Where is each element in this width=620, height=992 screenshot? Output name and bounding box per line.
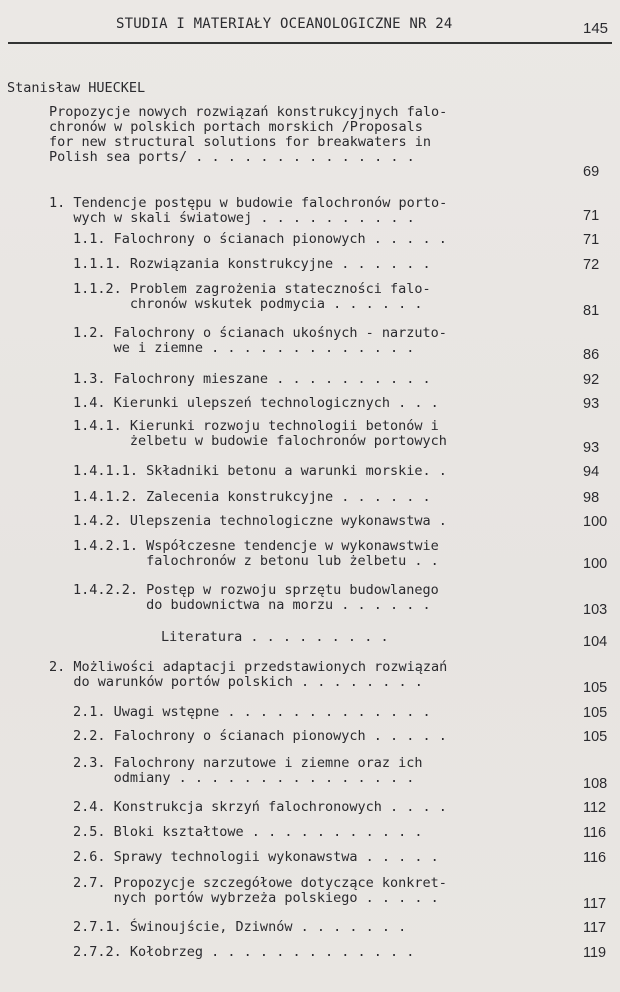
toc-page-number: 86 bbox=[583, 347, 600, 363]
toc-page-number: 104 bbox=[583, 634, 608, 650]
toc-page-number: 105 bbox=[583, 705, 608, 721]
toc-page-number: 81 bbox=[583, 303, 600, 319]
toc-entry: 2.7.1. Świnoujście, Dziwnów . . . . . . . bbox=[73, 919, 407, 935]
toc-entry: 1.4.1.1. Składniki betonu a warunki morskie. . bbox=[73, 463, 447, 479]
toc-page-number: 93 bbox=[583, 440, 600, 456]
toc-entry: 1.4.2.1. Współczesne tendencje w wykonawstwie falochronów z betonu lub żelbetu . . bbox=[73, 538, 439, 569]
toc-entry: 1.4. Kierunki ulepszeń technologicznych . . . bbox=[73, 395, 439, 411]
toc-page-number: 117 bbox=[583, 896, 607, 912]
toc-entry: 2.4. Konstrukcja skrzyń falochronowych . . . . bbox=[73, 799, 447, 815]
running-header bbox=[0, 10, 620, 44]
toc-page-number: 92 bbox=[583, 372, 600, 388]
toc-page-number: 119 bbox=[583, 945, 607, 961]
toc-page-number: 100 bbox=[583, 514, 608, 530]
toc-page-number: 100 bbox=[583, 556, 608, 572]
toc-page-number: 94 bbox=[583, 464, 600, 480]
toc-entry: 1.2. Falochrony o ścianach ukośnych - narzuto- we i ziemne . . . . . . . . . . . . . bbox=[73, 325, 447, 356]
toc-page-number: 98 bbox=[583, 490, 600, 506]
toc-entry: 2.7. Propozycje szczegółowe dotyczące konkret- nych portów wybrzeża polskiego . . . . . bbox=[73, 875, 447, 906]
toc-entry: 2.5. Bloki kształtowe . . . . . . . . . . . bbox=[73, 824, 423, 840]
toc-entry: 2.3. Falochrony narzutowe i ziemne oraz ich odmiany . . . . . . . . . . . . . . . bbox=[73, 755, 423, 786]
toc-entry: 1.4.1.2. Zalecenia konstrukcyjne . . . . . . bbox=[73, 489, 431, 505]
toc-page-number: 72 bbox=[583, 257, 600, 273]
toc-entry: 2.6. Sprawy technologii wykonawstwa . . . . . bbox=[73, 849, 439, 865]
toc-entry: 1.1.2. Problem zagrożenia stateczności falo- chronów wskutek podmycia . . . . . . bbox=[73, 281, 431, 312]
toc-page-number: 71 bbox=[583, 232, 600, 248]
toc-entry-title: Propozycje nowych rozwiązań konstrukcyjnych falo- chronów w polskich portach morskich /Proposals for new structural solutions for breakwaters in Polish sea ports/ . . . . . . . . . . . . . . bbox=[49, 104, 448, 165]
toc-entry: 1.1. Falochrony o ścianach pionowych . . . . . bbox=[73, 231, 447, 247]
toc-page-number: 93 bbox=[583, 396, 600, 412]
toc-page-number: 105 bbox=[583, 729, 608, 745]
toc-entry: 2.1. Uwagi wstępne . . . . . . . . . . . . . bbox=[73, 704, 431, 720]
toc-entry-literature: Literatura . . . . . . . . . bbox=[161, 629, 389, 645]
toc-entry: 1.4.1. Kierunki rozwoju technologii betonów i żelbetu w budowie falochronów portowych bbox=[73, 418, 447, 449]
toc-page-number: 117 bbox=[583, 920, 607, 936]
page-number: 145 bbox=[583, 20, 609, 37]
toc-entry: 2.7.2. Kołobrzeg . . . . . . . . . . . . . bbox=[73, 944, 415, 960]
toc-entry: 1.3. Falochrony mieszane . . . . . . . . . . bbox=[73, 371, 431, 387]
toc-entry: 2.2. Falochrony o ścianach pionowych . . . . . bbox=[73, 728, 447, 744]
toc-page-number: 71 bbox=[583, 208, 600, 224]
journal-title: STUDIA I MATERIAŁY OCEANOLOGICZNE NR 24 bbox=[116, 16, 453, 32]
toc-page-number: 112 bbox=[583, 800, 607, 816]
toc-page-number: 116 bbox=[583, 825, 607, 841]
toc-entry: 1.4.2. Ulepszenia technologiczne wykonawstwa . bbox=[73, 513, 447, 529]
author-name: Stanisław HUECKEL bbox=[7, 80, 146, 96]
header-rule bbox=[8, 42, 612, 44]
toc-page-number: 103 bbox=[583, 602, 608, 618]
toc-entry: 1.1.1. Rozwiązania konstrukcyjne . . . . . . bbox=[73, 256, 431, 272]
toc-entry: 1.4.2.2. Postęp w rozwoju sprzętu budowlanego do budownictwa na morzu . . . . . . bbox=[73, 582, 439, 613]
toc-page-number: 69 bbox=[583, 164, 600, 180]
toc-entry: 2. Możliwości adaptacji przedstawionych rozwiązań do warunków portów polskich . . . . . . . . bbox=[49, 659, 448, 690]
toc-page-number: 108 bbox=[583, 776, 608, 792]
toc-page-number: 116 bbox=[583, 850, 607, 866]
toc-entry: 1. Tendencje postępu w budowie falochronów porto- wych w skali światowej . . . . . . . . . . bbox=[49, 195, 448, 226]
toc-page-number: 105 bbox=[583, 680, 608, 696]
